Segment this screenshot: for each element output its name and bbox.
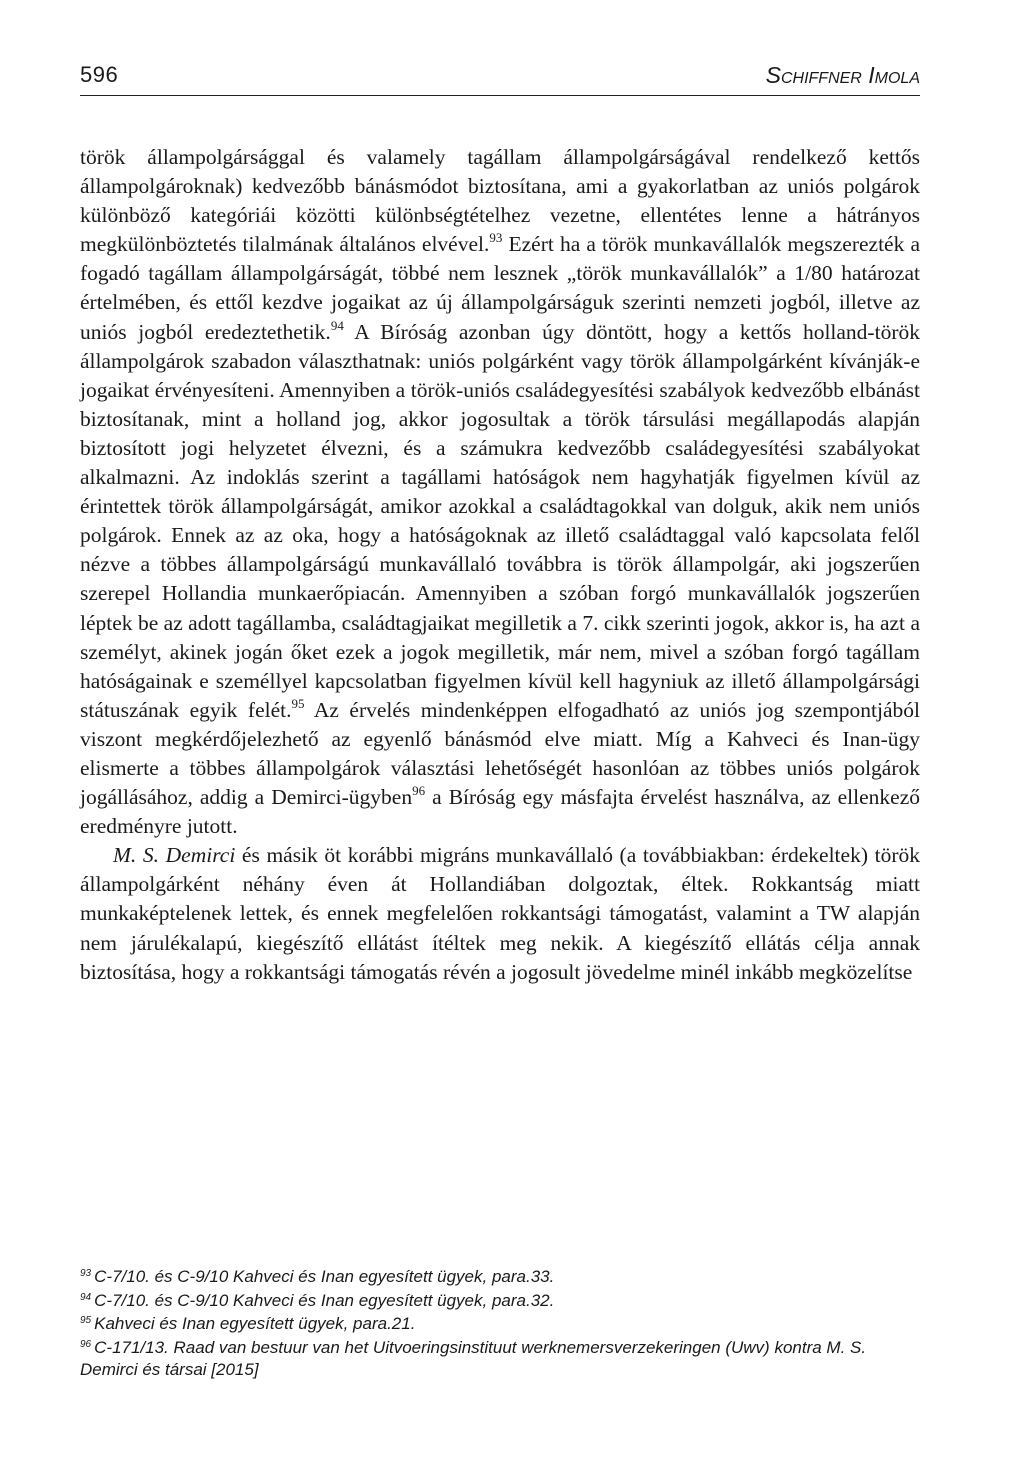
footnote-number: 95 — [80, 1315, 92, 1326]
running-head-author: Schiffner Imola — [765, 62, 920, 88]
text-run: a Bíróság egy másfajta érvelést használva, az ellenkező eredményre jutott. — [80, 785, 921, 839]
paragraph — [80, 841, 920, 986]
footnote-text: C-7/10. és C-9/10 Kahveci és Inan egyesített ügyek, para.32. — [94, 1290, 555, 1310]
text-run: és másik öt korábbi migráns munkavállaló (a továbbiakban: érdekeltek) török állampolgárként néhány éven át Hollandiában dolgoztak, éltek. Rokkantság miatt munkaképtelenek lettek, és ennek megfelelően rokkantsági támogatást, valamint a TW alapján nem járulékalapú, kiegészítő ellátást ítéltek meg nekik. A kiegészítő ellátás célja annak biztosítása, hogy a rokkantsági támogatás révén a jogosult jövedelme minél inkább megközelítse — [80, 843, 920, 984]
footnote-number: 96 — [80, 1338, 92, 1350]
footnote-ref-96: 96 — [412, 783, 426, 799]
paragraph — [80, 143, 920, 841]
footnote-ref-93: 93 — [489, 230, 503, 246]
page-number: 596 — [80, 62, 119, 87]
footnote-ref-94: 94 — [330, 317, 344, 333]
text-run: A Bíróság azonban úgy döntött, hogy a kettős holland-török állampolgárok szabadon választhatnak: uniós polgárként vagy török állampolgárként kívánják-e jogaikat érvényesíteni. Amennyiben a török-uniós családegyesítési szabályok kedvezőbb elbánást biztosítanak, mint a holland jog, akkor jogosultak a török társulási megállapodás alapján biztosított jogi helyzetet élvezni, és a számukra kedvezőbb családegyesítési szabályokat alkalmazni. Az indoklás szerint a tagállami hatóságok nem hagyhatják figyelmen kívül az érintettek török állampolgárságát, amikor azokkal a családtagokkal van dolguk, akik nem uniós polgárok. Ennek az az oka, hogy a hatóságoknak az illető családtaggal való kapcsolata felől nézve a többes állampolgárságú munkavállaló továbbra is török állampolgár, aki jogszerűen szerepel Hollandia munkaerőpiacán. Amennyiben a szóban forgó munkavállalók jogszerűen léptek be az adott tagállamba, családtagjaikat megilletik a 7. cikk szerinti jogok, akkor is, ha azt a személyt, akinek jogán őket ezek a jogok megilletik, már nem, mivel a szóban forgó tagállam hatóságainak e személlyel kapcsolatban figyelmen kívül kell hagyniuk az illető állampolgársági státuszának egyik felét. — [80, 319, 920, 722]
body-text — [80, 143, 920, 987]
footnote — [80, 1313, 920, 1336]
footnotes — [80, 1266, 920, 1383]
footnote — [80, 1290, 920, 1313]
running-head — [80, 62, 920, 92]
footnote-number: 93 — [80, 1268, 92, 1279]
footnote — [80, 1266, 920, 1289]
footnote — [80, 1337, 920, 1382]
footnote-ref-95: 95 — [291, 695, 305, 711]
text-run: Ezért ha a török munkavállalók megszerezték a fogadó tagállam állampolgárságát, többé nem lesznek „török munkavállalók” a 1/80 határozat értelmében, és ettől kezdve jogaikat az új állampolgárságuk szerinti nemzeti jogból, illetve az uniós jogból eredeztethetik. — [80, 232, 920, 344]
footnote-text: Kahveci és Inan egyesített ügyek, para.21. — [94, 1314, 416, 1333]
footnote-text: C-7/10. és C-9/10 Kahveci és Inan egyesített ügyek, para.33. — [94, 1267, 555, 1286]
header-rule — [80, 95, 920, 96]
case-name: M. S. Demirci — [113, 843, 236, 868]
text-run: Az érvelés mindenképpen elfogadható az uniós jog szempontjából viszont megkérdőjelezhető az egyenlő bánásmód elve miatt. Míg a Kahveci és Inan-ügy elismerte a többes állampolgárok választási lehetőségét hasonlóan az többes uniós polgárok jogállásához, addig a Demirci-ügyben — [80, 697, 921, 810]
text-run: török állampolgársággal és valamely tagállam állampolgárságával rendelkező kettős állampolgároknak) kedvezőbb bánásmódot biztosítana, ami a gyakorlatban az uniós polgárok különböző kategóriái közötti különbségtételhez vezetne, ellentétes lenne a hátrányos megkülönböztetés tilalmának általános elvével. — [80, 145, 920, 257]
footnote-number: 94 — [80, 1291, 92, 1303]
footnote-text: C-171/13. Raad van bestuur van het Uitvoeringsinstituut werknemersverzekeringen (Uwv) kontra M. S. Demirci és társai [2015] — [80, 1337, 867, 1379]
